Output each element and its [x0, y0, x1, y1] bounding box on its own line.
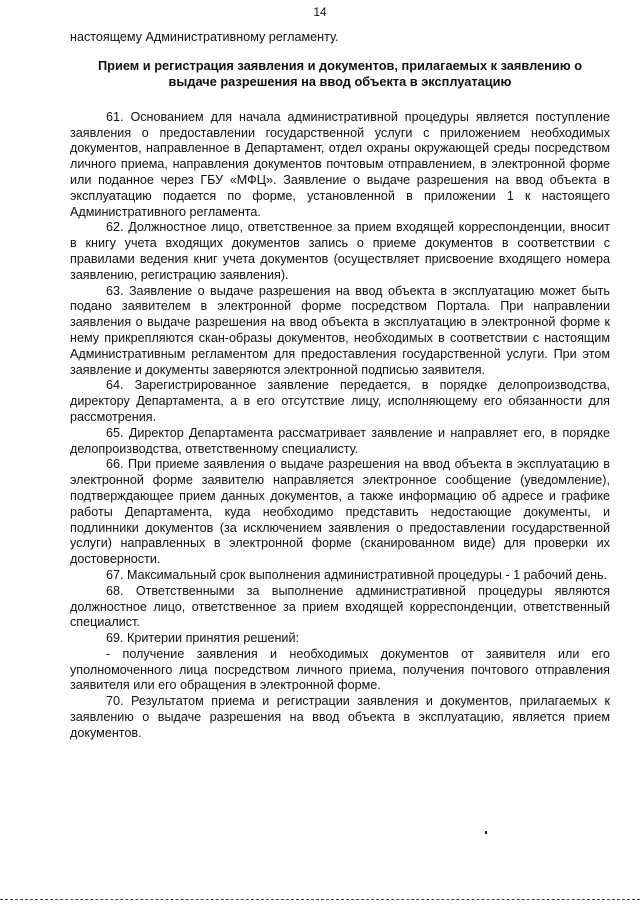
paragraph-67 [70, 568, 610, 584]
section-heading: Прием и регистрация заявления и документов, прилагаемых к заявлению о выдаче разрешения на ввод объекта в эксплуатацию [97, 57, 583, 89]
paragraph-text: Максимальный срок выполнения административной процедуры - 1 рабочий день. [127, 567, 608, 582]
paragraph-66 [70, 457, 610, 568]
paragraph-text: получение заявления и необходимых документов от заявителя или его уполномоченного лица посредством личного приема, получения почтового отправления заявителя или его обращения в электронной форме. [70, 646, 610, 693]
page-number: 14 [313, 5, 327, 19]
paragraph-65 [70, 426, 610, 458]
paragraph-text: Ответственными за выполнение административной процедуры являются должностное лицо, ответственное за прием входящей корреспонденции, ответственный специалист. [70, 583, 611, 630]
paragraph-number: 66. [106, 457, 124, 472]
document-body [70, 30, 610, 742]
paragraph-text: Результатом приема и регистрации заявления и документов, прилагаемых к заявлению о выдаче разрешения на ввод объекта в эксплуатацию, является прием документов. [70, 694, 611, 740]
paragraph-number: 67. [106, 567, 124, 582]
paragraph-text: Зарегистрированное заявление передается, в порядке делопроизводства, директору Департамента, а в его отсутствие лицу, исполняющему его обязанности для рассмотрения. [70, 378, 610, 424]
paragraph-number: 61. [106, 109, 124, 124]
paragraph-62 [70, 220, 610, 283]
paragraph-63 [70, 284, 610, 379]
bullet-dash: - [106, 646, 111, 661]
paragraph-number: 68. [106, 583, 124, 598]
scan-speck [485, 831, 487, 834]
paragraph-number: 63. [106, 283, 124, 298]
paragraph-text: При приеме заявления о выдаче разрешения на ввод объекта в эксплуатацию в электронной форме заявителю направляется электронное сообщение (уведомление), подтверждающее прием данных документов, а также информацию об адресе и графике работы Департамента, куда необходимо представить недостающие документы, и подлинники документов (за исключением заявления о предоставлении государственной услуги) направленных в электронной форме (сканированном виде) для проверки их достоверности. [70, 457, 611, 567]
paragraph-text: Директор Департамента рассматривает заявление и направляет его, в порядке делопроизводства, ответственному специалисту. [70, 425, 610, 456]
paragraph-text: Заявление о выдаче разрешения на ввод объекта в эксплуатацию может быть подано заявителем в электронной форме посредством Портала. При направлении заявления о выдаче разрешения на ввод объекта в эксплуатацию в электронной форме к нему прикрепляются скан-образы документов, необходимых в соответствии с настоящим Административным регламентом для предоставления государственной услуги. При этом заявление и документы заверяются электронной подписью заявителя. [70, 283, 610, 377]
paragraph-number: 64. [106, 378, 124, 393]
paragraph-text: Основанием для начала административной процедуры является поступление заявления о предоставлении государственной услуги с приложением необходимых документов, направленное в Департамент, отдел охраны окружающей среды посредством личного приема, направления документов почтовым отправлением, в электронной форме или поданное через ГБУ «МФЦ». Заявление о выдаче разрешения на ввод объекта в эксплуатацию подается по форме, установленной в приложении 1 к настоящего Административного регламента. [70, 109, 610, 219]
paragraph-69-bullet [70, 647, 610, 694]
paragraph-number: 69. [106, 631, 124, 646]
paragraph-number: 70. [106, 694, 124, 709]
paragraph-text: Должностное лицо, ответственное за прием входящей корреспонденции, вносит в книгу учета входящих документов запись о приеме документов в соответствии с правилами ведения книг учета документов (осуществляет присвоение входящего номера заявлению, регистрацию заявления). [70, 220, 611, 282]
page-bottom-edge [0, 899, 640, 900]
paragraph-number: 65. [106, 425, 124, 440]
paragraph-number: 62. [106, 220, 124, 235]
paragraph-68 [70, 584, 610, 631]
paragraph-61 [70, 110, 610, 221]
paragraph-70 [70, 694, 610, 741]
paragraph-69 [70, 631, 610, 647]
paragraph-64 [70, 378, 610, 425]
lead-line: настоящему Административному регламенту. [70, 30, 339, 44]
paragraph-text: Критерии принятия решений: [127, 631, 299, 646]
